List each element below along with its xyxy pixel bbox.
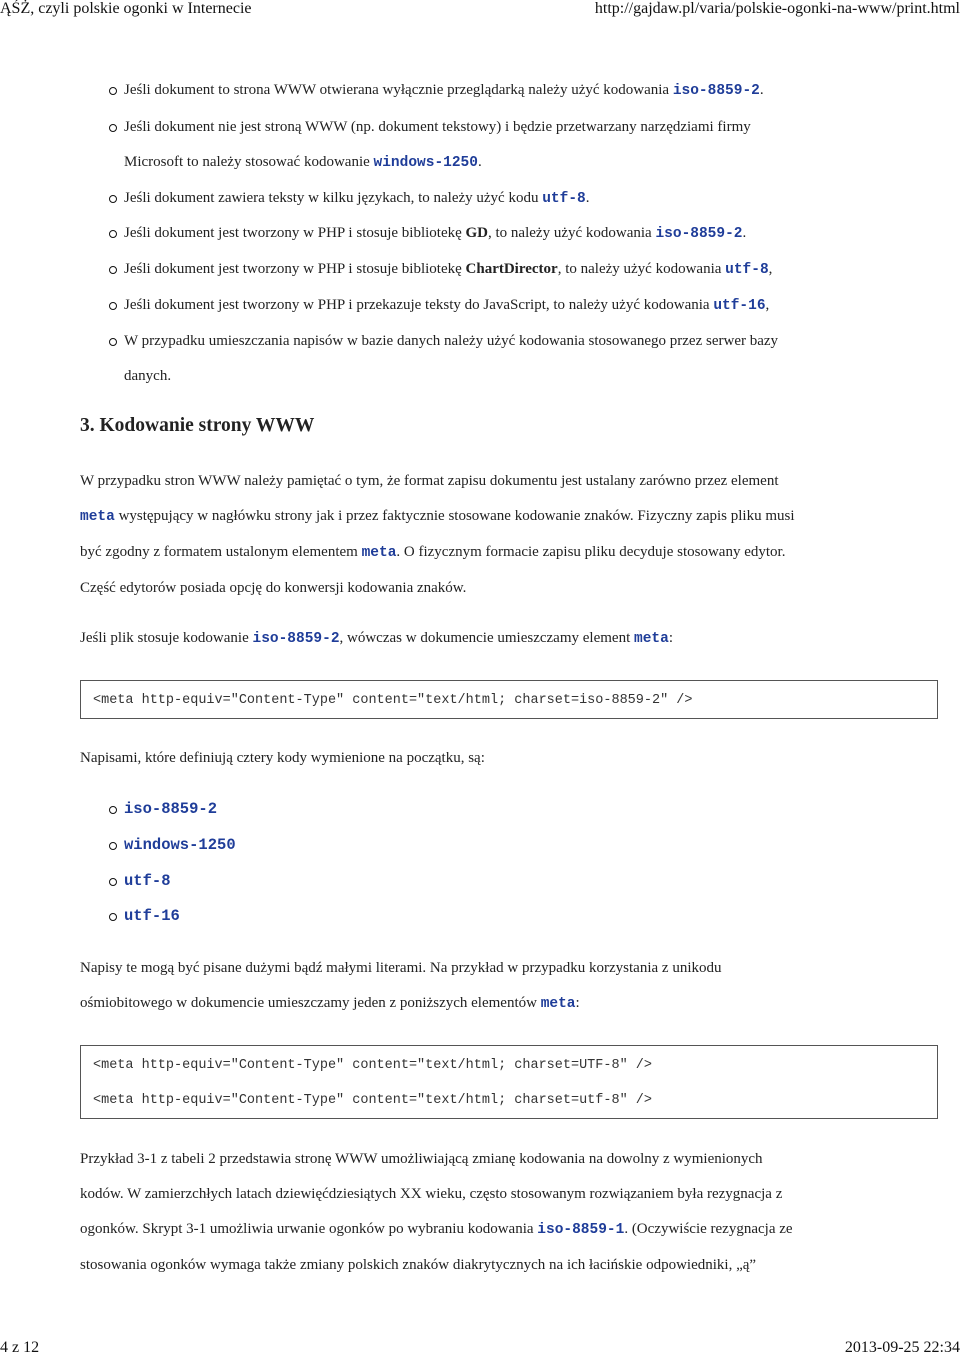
code-keyword: utf-16 <box>124 907 180 925</box>
code-line: <meta http-equiv="Content-Type" content="text/html; charset=utf-8" /> <box>93 1093 652 1108</box>
code-keyword: meta <box>80 509 115 525</box>
header-url[interactable]: http://gajdaw.pl/varia/polskie-ogonki-na-www/print.html <box>594 0 960 17</box>
code-line: <meta http-equiv="Content-Type" content="text/html; charset=iso-8859-2" /> <box>93 693 693 708</box>
page-counter: 4 z 12 <box>0 1339 40 1356</box>
code-keyword: windows-1250 <box>124 836 236 854</box>
paragraph-example-note: Przykład 3-1 z tabeli 2 przedstawia stronę WWW umożliwiającą zmianę kodowania na dowolny z wymienionych kodów. W zamierzchłych latach dziewięćdziesiątych XX wieku, często stosowanym rozwiązaniem była rezygnacja z ogonków. Skrypt 3-1 umożliwia urwanie ogonków po wybraniu kodowania iso-8859-1. (Oczywiście rezygnacja ze stosowania ogonków wymaga także zmiany polskich znaków diakrytycznych na ich łacińskie odpowiedniki, „ą” <box>80 1151 793 1273</box>
code-block-iso <box>80 680 938 719</box>
print-datetime: 2013-09-25 22:34 <box>844 1339 960 1356</box>
code-keyword: utf-8 <box>542 191 586 207</box>
header-title: ĄŚŻ, czyli polskie ogonki w Internecie <box>0 0 252 17</box>
code-keyword: meta <box>361 545 397 561</box>
list-item: Jeśli dokument nie jest stroną WWW (np. dokument tekstowy) i będzie przetwarzany narzędziami firmy Microsoft to należy stosować kodowanie windows-1250. <box>124 110 904 181</box>
code-keyword: iso-8859-2 <box>124 800 218 818</box>
code-keyword: utf-16 <box>713 298 766 314</box>
code-keyword: meta <box>540 996 576 1012</box>
paragraph-case-note: Napisy te mogą być pisane dużymi bądź małymi literami. Na przykład w przypadku korzystania z unikodu ośmiobitowego w dokumencie umieszczamy jeden z poniższych elementów meta: <box>80 960 722 1012</box>
paragraph-codes-intro: Napisami, które definiują cztery kody wymienione na początku, są: <box>80 750 485 766</box>
code-keyword: meta <box>634 631 669 647</box>
code-keyword: iso-8859-2 <box>252 631 340 647</box>
list-item <box>124 899 904 934</box>
code-keyword: iso-8859-2 <box>672 83 760 99</box>
code-keyword: windows-1250 <box>373 155 478 171</box>
code-keyword: iso-8859-1 <box>537 1222 625 1238</box>
list-item: Jeśli dokument to strona WWW otwierana wyłącznie przeglądarką należy użyć kodowania iso-8859-2. <box>124 73 904 109</box>
list-item <box>124 828 904 863</box>
list-item: Jeśli dokument jest tworzony w PHP i przekazuje teksty do JavaScript, to należy użyć kodowania utf-16, <box>124 288 904 324</box>
list-item: W przypadku umieszczania napisów w bazie danych należy użyć kodowania stosowanego przez serwer bazy danych. <box>124 324 904 394</box>
list-item <box>124 864 904 899</box>
code-block-utf8 <box>80 1045 938 1119</box>
print-footer <box>0 1339 960 1359</box>
paragraph-iso-meta: Jeśli plik stosuje kodowanie iso-8859-2, wówczas w dokumencie umieszczamy element meta: <box>80 630 673 647</box>
list-item: Jeśli dokument zawiera teksty w kilku językach, to należy użyć kodu utf-8. <box>124 181 904 217</box>
code-keyword: utf-8 <box>725 262 769 278</box>
section-heading: 3. Kodowanie strony WWW <box>80 415 315 436</box>
list-item: Jeśli dokument jest tworzony w PHP i stosuje bibliotekę GD, to należy użyć kodowania iso-8859-2. <box>124 216 904 252</box>
paragraph-meta-intro: W przypadku stron WWW należy pamiętać o tym, że format zapisu dokumentu jest ustalany zarówno przez element meta występujący w nagłówku strony jak i przez faktycznie stosowane kodowanie znaków. Fizyczny zapis pliku musi być zgodny z formatem ustalonym elementem meta. O fizycznym formacie zapisu pliku decyduje stosowany edytor. Część edytorów posiada opcję do konwersji kodowania znaków. <box>80 473 795 596</box>
list-item <box>124 792 904 827</box>
code-keyword: utf-8 <box>124 872 171 890</box>
code-line: <meta http-equiv="Content-Type" content="text/html; charset=UTF-8" /> <box>93 1058 652 1073</box>
code-keyword: iso-8859-2 <box>655 226 743 242</box>
print-header <box>0 0 960 20</box>
list-item: Jeśli dokument jest tworzony w PHP i stosuje bibliotekę ChartDirector, to należy użyć kodowania utf-8, <box>124 252 904 288</box>
